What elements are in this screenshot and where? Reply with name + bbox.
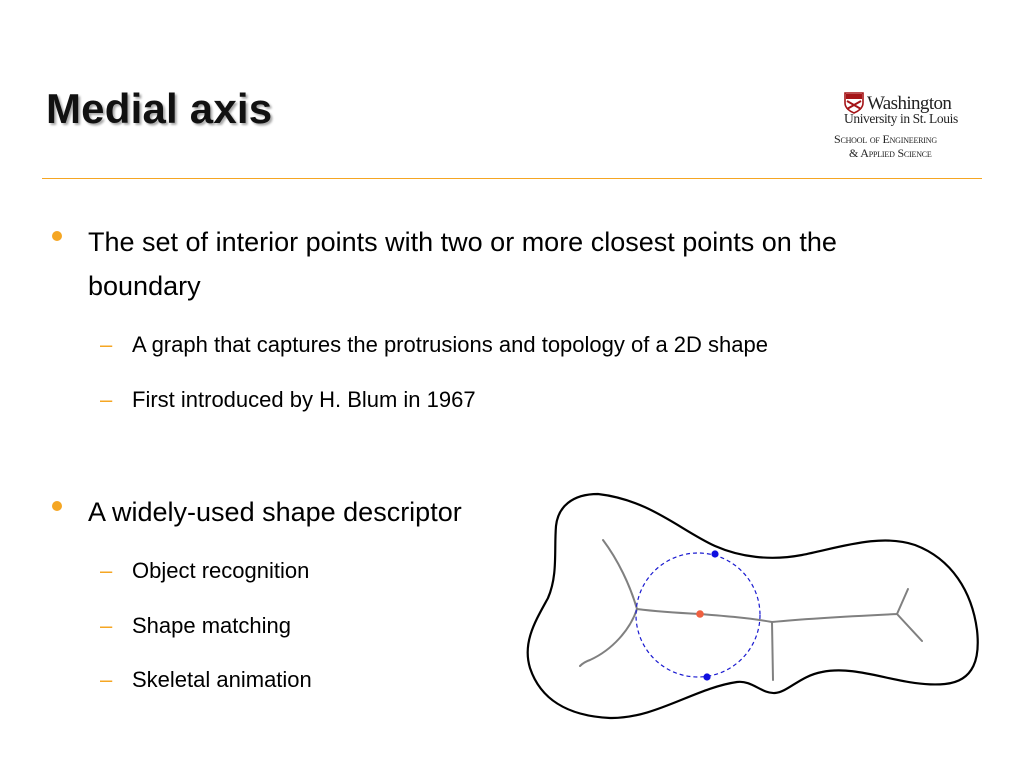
contact-point-top [711, 550, 718, 557]
sub-item-text: A graph that captures the protrusions and topology of a 2D shape [132, 332, 768, 357]
skeleton-vertical-branch [772, 622, 773, 680]
bullet-text: The set of interior points with two or more closest points on the boundary [88, 227, 837, 301]
contact-point-bottom [703, 673, 710, 680]
logo-science: & Applied Science [849, 146, 932, 160]
title-divider [42, 178, 982, 179]
dash-icon: – [100, 332, 113, 357]
sub-item [100, 386, 476, 414]
sub-item-text: Object recognition [132, 558, 310, 583]
dash-icon: – [100, 667, 113, 692]
bullet-dot [52, 231, 62, 241]
sub-item [100, 666, 312, 694]
dash-icon: – [100, 387, 113, 412]
bullet-item [52, 490, 462, 534]
medial-axis-figure [520, 488, 984, 724]
sub-item [100, 612, 291, 640]
sub-item [100, 331, 768, 359]
bullet-dot [52, 501, 62, 511]
bullet-text: A widely-used shape descriptor [88, 497, 462, 527]
bullet-item [52, 220, 952, 308]
logo-school: School of Engineering [834, 132, 937, 146]
slide-title: Medial axis [46, 85, 273, 132]
dash-icon: – [100, 613, 113, 638]
sub-item-text: Shape matching [132, 613, 291, 638]
logo-university: University in St. Louis [844, 111, 958, 126]
dash-icon: – [100, 558, 113, 583]
shape-boundary [528, 494, 978, 718]
university-logo [832, 92, 988, 164]
circle-center-point [696, 610, 704, 618]
sub-item-text: First introduced by H. Blum in 1967 [132, 387, 476, 412]
sub-item [100, 557, 309, 585]
sub-item-text: Skeletal animation [132, 667, 312, 692]
logo-washington: Washington [867, 92, 952, 114]
